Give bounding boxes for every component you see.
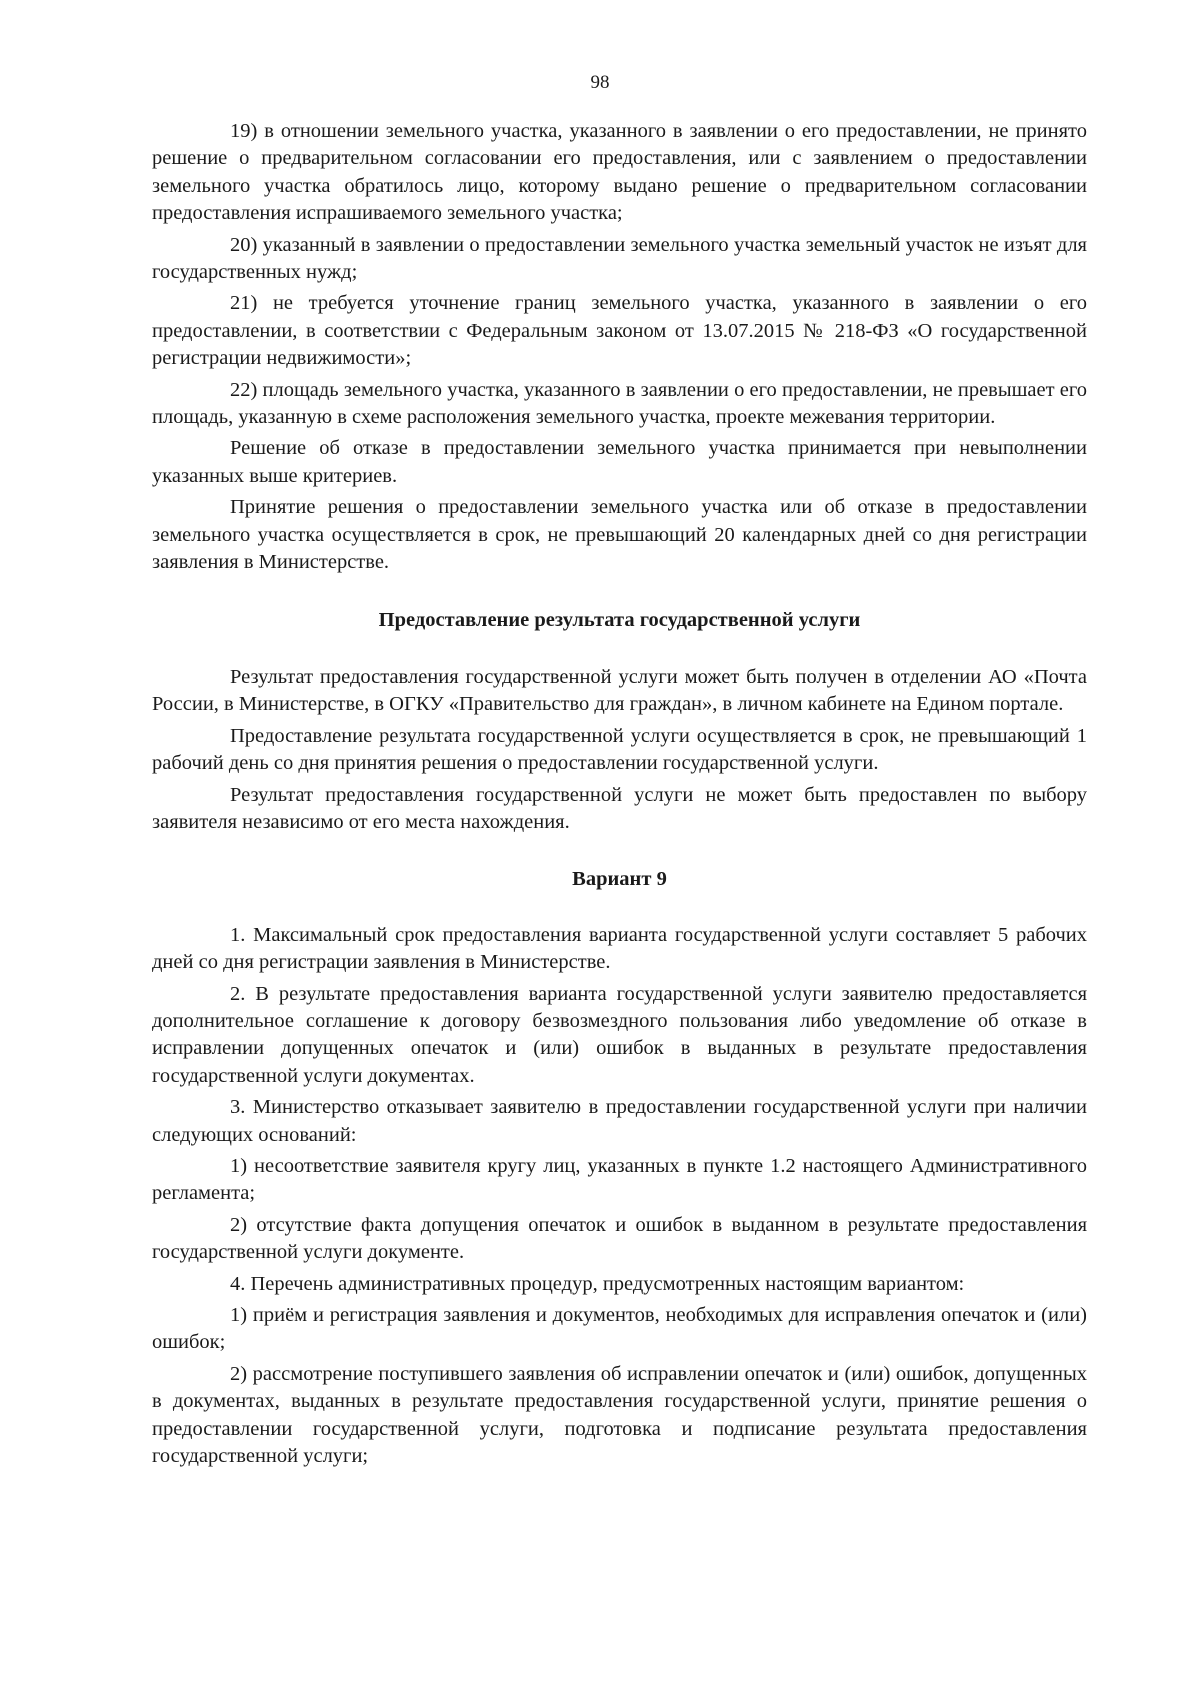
paragraph-variant-result: 2. В результате предоставления варианта государственной услуги заявителю предоставляется дополнительное соглашение к договору безвозмездного пользования либо уведомление об отказе в исправлении допущенных опечаток и (или) ошибок в выданных в результате предоставления государственной услуги документах.	[152, 982, 1087, 1087]
paragraph-procedure-1: 1) приём и регистрация заявления и документов, необходимых для исправления опечаток и (или) ошибок;	[152, 1304, 1087, 1354]
paragraph-result-term: Предоставление результата государственной услуги осуществляется в срок, не превышающий 1 рабочий день со дня принятия решения о предоставлении государственной услуги.	[152, 724, 1087, 775]
page-number: 98	[590, 72, 610, 93]
document-body	[152, 118, 1087, 1470]
section-heading-variant-9: Вариант 9	[572, 868, 667, 891]
paragraph-variant-term: 1. Максимальный срок предоставления варианта государственной услуги составляет 5 рабочих дней со дня регистрации заявления в Министерстве.	[152, 923, 1087, 974]
paragraph-refusal-ground-1: 1) несоответствие заявителя кругу лиц, указанных в пункте 1.2 настоящего Административного регламента;	[152, 1155, 1087, 1205]
paragraph-result-location: Результат предоставления государственной услуги не может быть предоставлен по выбору заявителя независимо от его места нахождения.	[152, 783, 1087, 833]
paragraph-item-21: 21) не требуется уточнение границ земельного участка, указанного в заявлении о его предоставлении, в соответствии с Федеральным законом от 13.07.2015 № 218-ФЗ «О государственной регистрации недвижимости»;	[152, 292, 1087, 370]
paragraph-item-20: 20) указанный в заявлении о предоставлении земельного участка земельный участок не изъят для государственных нужд;	[152, 233, 1087, 284]
paragraph-refusal-decision: Решение об отказе в предоставлении земельного участка принимается при невыполнении указанных выше критериев.	[152, 437, 1087, 487]
paragraph-item-19: 19) в отношении земельного участка, указанного в заявлении о его предоставлении, не принято решение о предварительном согласовании его предоставления, или с заявлением о предоставлении земельного участка обратилось лицо, которому выдано решение о предварительном согласовании предоставления испрашиваемого земельного участка;	[152, 120, 1087, 225]
paragraph-procedure-2: 2) рассмотрение поступившего заявления об исправлении опечаток и (или) ошибок, допущенных в документах, выданных в результате предоставления государственной услуги, принятие решения о предоставлении государственной услуги, подготовка и подписание результата предоставления государственной услуги;	[152, 1362, 1087, 1468]
paragraph-item-22: 22) площадь земельного участка, указанного в заявлении о его предоставлении, не превышает его площадь, указанную в схеме расположения земельного участка, проекте межевания территории.	[152, 378, 1087, 429]
paragraph-refusal-ground-2: 2) отсутствие факта допущения опечаток и ошибок в выданном в результате предоставления государственной услуги документе.	[152, 1213, 1087, 1264]
section-heading-result: Предоставление результата государственной услуги	[378, 608, 861, 631]
paragraph-variant-refusal: 3. Министерство отказывает заявителю в предоставлении государственной услуги при наличии следующих оснований:	[152, 1096, 1087, 1146]
paragraph-decision-term: Принятие решения о предоставлении земельного участка или об отказе в предоставлении земельного участка осуществляется в срок, не превышающий 20 календарных дней со дня регистрации заявления в Министерстве.	[152, 496, 1087, 574]
paragraph-procedures-list: 4. Перечень административных процедур, предусмотренных настоящим вариантом:	[230, 1272, 965, 1295]
paragraph-result-receipt: Результат предоставления государственной услуги может быть получен в отделении АО «Почта России, в Министерстве, в ОГКУ «Правительство для граждан», в личном кабинете на Едином портале.	[152, 665, 1087, 716]
